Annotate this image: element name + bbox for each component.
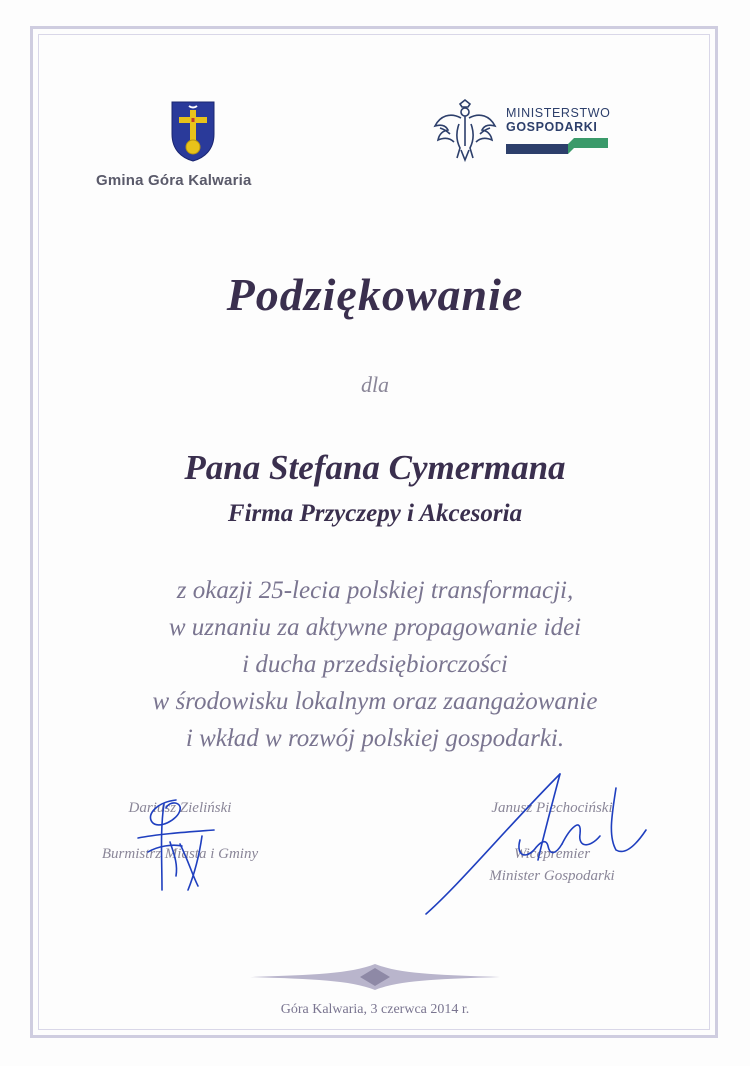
left-signatory-name: Dariusz Zieliński [128,800,232,816]
certificate-body [0,572,750,757]
body-line: w uznaniu za aktywne propagowanie idei [168,614,582,641]
left-handwritten-signature [118,790,228,900]
body-line: w środowisku lokalnym oraz zaangażowanie [152,688,598,715]
right-signatory-role-line2: Minister Gospodarki [489,868,615,884]
body-line: i ducha przedsiębiorczości [242,651,508,678]
body-line: z okazji 25-lecia polskiej transformacji, [176,577,574,604]
gmina-logo [96,100,306,200]
gmina-name: Gmina Góra Kalwaria [96,172,252,189]
certificate-title: Podziękowanie [226,269,524,320]
eagle-emblem-icon [432,98,498,164]
ministry-stripe-icon [506,138,608,154]
place-and-date: Góra Kalwaria, 3 czerwca 2014 r. [280,1002,470,1017]
coat-of-arms-icon [170,100,216,162]
for-label: dla [360,372,390,397]
right-signatory-role-line1: Wicepremier [513,846,591,862]
ministry-logo [432,98,622,168]
company-name: Firma Przyczepy i Akcesoria [227,500,523,527]
recipient-name: Pana Stefana Cymermana [184,448,566,487]
ministry-name-line2: GOSPODARKI [506,120,598,134]
body-line: i wkład w rozwój polskiej gospodarki. [185,725,565,752]
right-handwritten-signature [420,764,660,924]
right-signatory-name: Janusz Piechociński [491,800,613,816]
divider-ornament [250,962,500,992]
left-signatory-role: Burmistrz Miasta i Gminy [101,846,259,862]
ministry-name-line1: MINISTERSTWO [506,106,611,120]
